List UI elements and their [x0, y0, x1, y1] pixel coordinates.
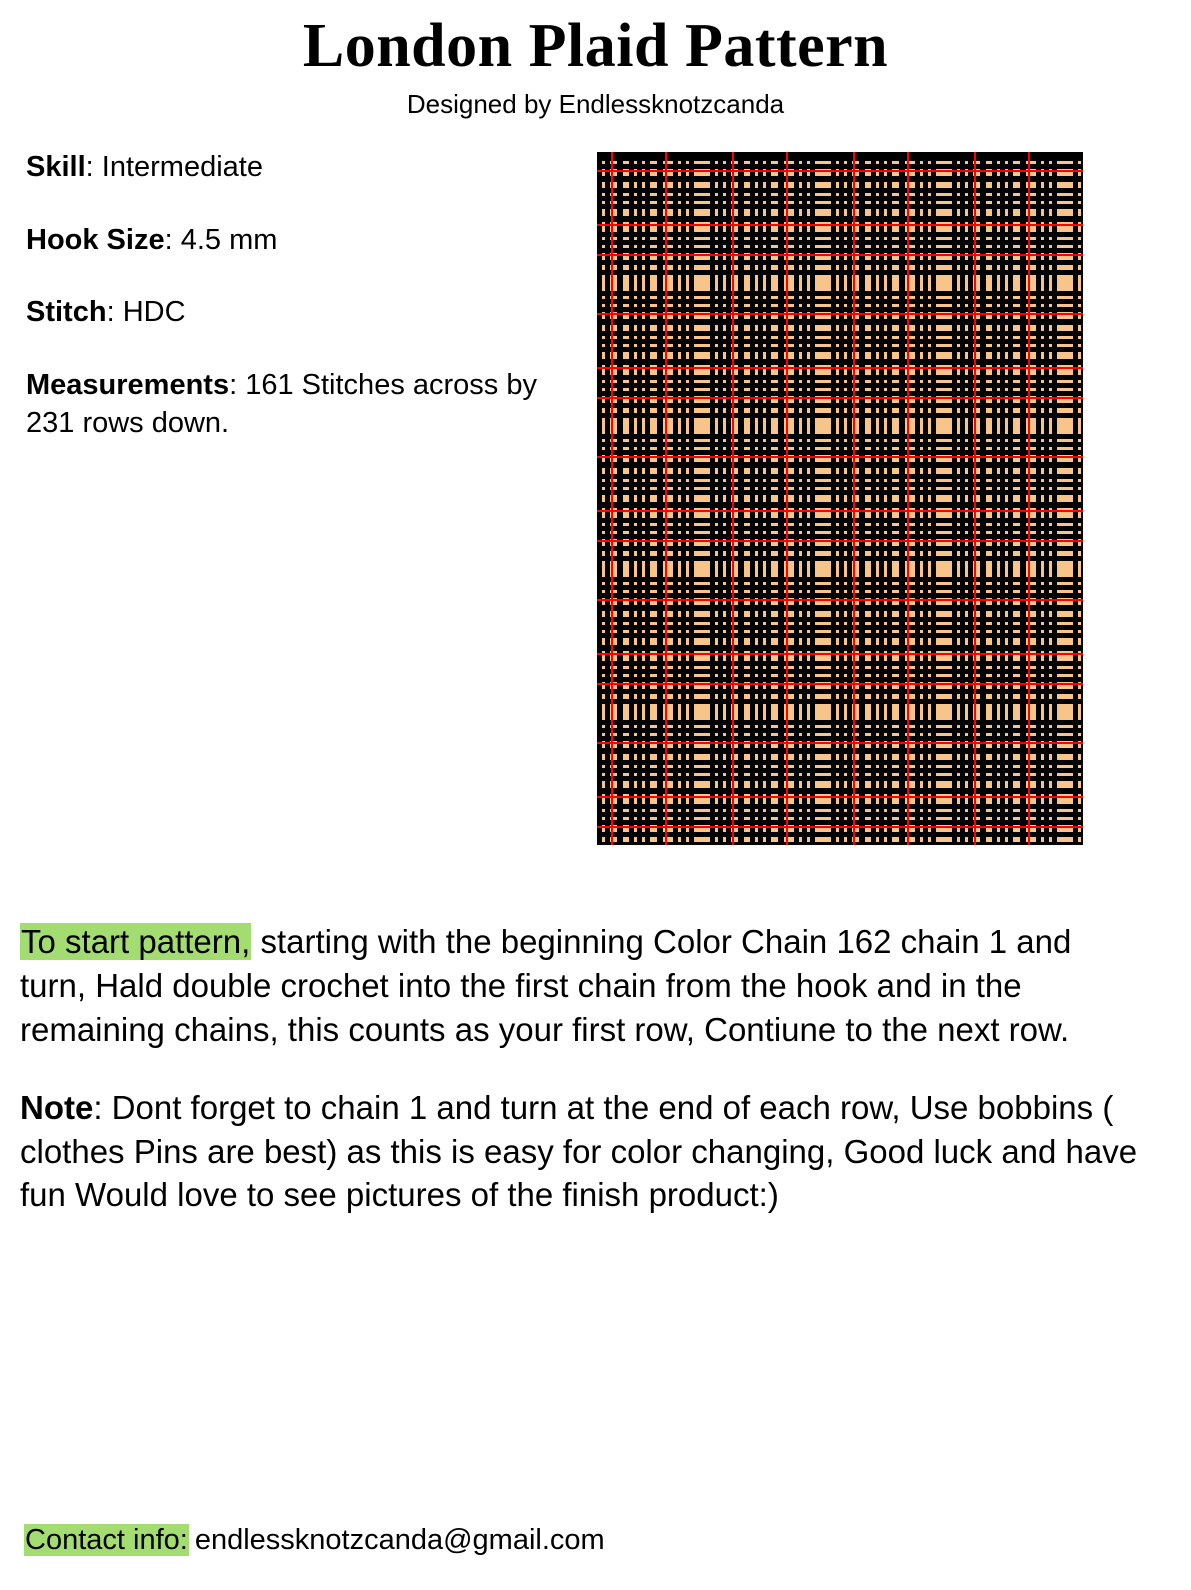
spec-skill-label: Skill — [26, 151, 86, 183]
page-title: London Plaid Pattern — [302, 12, 889, 80]
plaid-horizontal-line — [597, 812, 1083, 817]
plaid-horizontal-line — [597, 534, 1083, 539]
plaid-horizontal-line — [597, 826, 1083, 828]
plaid-horizontal-line — [597, 170, 1083, 172]
spec-measurements-sep: : — [229, 368, 246, 401]
plaid-horizontal-line — [597, 788, 1083, 794]
plaid-horizontal-line — [597, 502, 1083, 508]
plaid-horizontal-line — [597, 216, 1083, 222]
spec-hook-size-label: Hook Size — [26, 223, 165, 256]
plaid-horizontal-line — [597, 156, 1083, 161]
plaid-horizontal-line — [597, 313, 1083, 315]
plaid-horizontal-line — [597, 661, 1083, 666]
plaid-horizontal-line — [597, 331, 1083, 336]
plaid-horizontal-line — [597, 490, 1083, 495]
plaid-horizontal-line — [597, 617, 1083, 622]
plaid-horizontal-line — [597, 599, 1083, 601]
plaid-horizontal-line — [597, 633, 1083, 638]
spec-measurements-label: Measurements — [26, 368, 230, 401]
plaid-horizontal-line — [597, 339, 1083, 344]
plaid-horizontal-line — [597, 748, 1083, 754]
plaid-horizontal-line — [597, 842, 1083, 845]
plaid-horizontal-line — [597, 645, 1083, 651]
plaid-horizontal-line — [597, 391, 1083, 396]
note-label: Note — [20, 1088, 94, 1126]
contact-info — [24, 1524, 605, 1557]
page-subtitle: Designed by Endlessknotzcanda — [406, 89, 785, 120]
plaid-horizontal-line — [597, 474, 1083, 479]
plaid-horizontal-line — [597, 240, 1083, 245]
plaid-horizontal-line — [597, 669, 1083, 674]
plaid-horizontal-line — [597, 540, 1083, 542]
plaid-horizontal-line — [597, 677, 1083, 682]
plaid-horizontal-line — [597, 347, 1083, 352]
spec-hook-size — [26, 221, 546, 260]
spec-stitch-sep: : — [106, 296, 123, 329]
plaid-horizontal-line — [597, 383, 1083, 388]
plaid-horizontal-line — [597, 556, 1083, 561]
plaid-horizontal-line — [597, 260, 1083, 265]
plaid-horizontal-line — [597, 720, 1083, 725]
plaid-horizontal-line — [597, 456, 1083, 458]
plaid-horizontal-line — [597, 699, 1083, 704]
plaid-horizontal-line — [597, 776, 1083, 781]
instructions-block — [20, 920, 1145, 1251]
pattern-document — [0, 8, 1191, 1590]
plaid-horizontal-line — [597, 299, 1083, 304]
plaid-horizontal-line — [597, 462, 1083, 468]
plaid-horizontal-line — [597, 442, 1083, 447]
spec-stitch-value: HDC — [122, 296, 186, 329]
plaid-horizontal-line — [597, 397, 1083, 399]
plaid-horizontal-line — [597, 768, 1083, 773]
plaid-horizontal-line — [597, 546, 1083, 551]
plaid-horizontal-line — [597, 359, 1083, 365]
plaid-horizontal-line — [597, 683, 1083, 685]
plaid-horizontal-line — [597, 254, 1083, 256]
plaid-horizontal-line — [597, 585, 1083, 590]
plaid-horizontal-line — [597, 482, 1083, 487]
plaid-horizontal-line — [597, 605, 1083, 611]
plaid-horizontal-line — [597, 526, 1083, 531]
plaid-horizontal-line — [597, 728, 1083, 733]
plaid-horizontal-line — [597, 804, 1083, 809]
spec-hook-size-value: 4.5 mm — [180, 223, 278, 256]
plaid-horizontal-line — [597, 820, 1083, 825]
plaid-horizontal-line — [597, 196, 1083, 201]
start-pattern-paragraph — [20, 920, 1145, 1052]
plaid-horizontal-line — [597, 832, 1083, 837]
plaid-horizontal-line — [597, 653, 1083, 655]
plaid-horizontal-line — [597, 375, 1083, 380]
plaid-horizontal-line — [597, 204, 1083, 209]
plaid-horizontal-line — [597, 403, 1083, 408]
plaid-horizontal-line — [597, 164, 1083, 169]
contact-label: Contact info: — [25, 1524, 188, 1556]
note-paragraph — [20, 1086, 1145, 1218]
plaid-horizontal-line — [597, 742, 1083, 744]
plaid-horizontal-line — [597, 248, 1083, 253]
plaid-horizontal-line — [597, 270, 1083, 275]
spec-list — [26, 148, 546, 477]
plaid-horizontal-line — [597, 689, 1083, 694]
spec-skill-sep: : — [85, 151, 102, 183]
plaid-horizontal-line — [597, 307, 1083, 312]
spec-skill — [26, 148, 546, 187]
plaid-horizontal-line — [597, 188, 1083, 193]
spec-stitch-label: Stitch — [26, 296, 107, 329]
plaid-horizontal-line — [597, 450, 1083, 455]
plaid-horizontal-line — [597, 291, 1083, 296]
start-pattern-highlight: To start pattern, — [21, 923, 251, 960]
spec-hook-size-sep: : — [164, 223, 181, 256]
plaid-horizontal-line — [597, 760, 1083, 765]
plaid-horizontal-line — [597, 434, 1083, 439]
spec-skill-value: Intermediate — [101, 151, 263, 183]
plaid-horizontal-line — [597, 796, 1083, 798]
plaid-horizontal-line — [597, 625, 1083, 630]
note-text: : Dont forget to chain 1 and turn at the end of each row, Use bobbins ( clothes Pins are best) as this is easy for color changing, Good luck and have fun Would love to see pictures of the finish product:) — [20, 1088, 1138, 1214]
start-pattern-text: starting with the beginning Color Chain 162 chain 1 and turn, Hald double crochet into the first chain from the hook and in the remaining chains, this counts as your first row, Contiune to the next row. — [20, 923, 1072, 1048]
spec-stitch — [26, 293, 546, 332]
plaid-chart-image — [597, 152, 1083, 845]
plaid-horizontal-line — [597, 736, 1083, 741]
plaid-horizontal-line — [597, 319, 1083, 325]
plaid-horizontal-line — [597, 577, 1083, 582]
plaid-horizontal-line — [597, 593, 1083, 598]
plaid-horizontal-line — [597, 232, 1083, 237]
plaid-horizontal-line — [597, 518, 1083, 523]
plaid-horizontal-line — [597, 367, 1083, 369]
plaid-horizontal-line — [597, 510, 1083, 512]
contact-email[interactable]: endlessknotzcanda@gmail.com — [194, 1524, 605, 1556]
plaid-horizontal-line — [597, 413, 1083, 418]
plaid-horizontal-line — [597, 176, 1083, 182]
spec-measurements-value: 161 Stitches across by 231 rows down. — [26, 368, 537, 440]
spec-measurements — [26, 366, 546, 443]
plaid-horizontal-line — [597, 224, 1083, 226]
